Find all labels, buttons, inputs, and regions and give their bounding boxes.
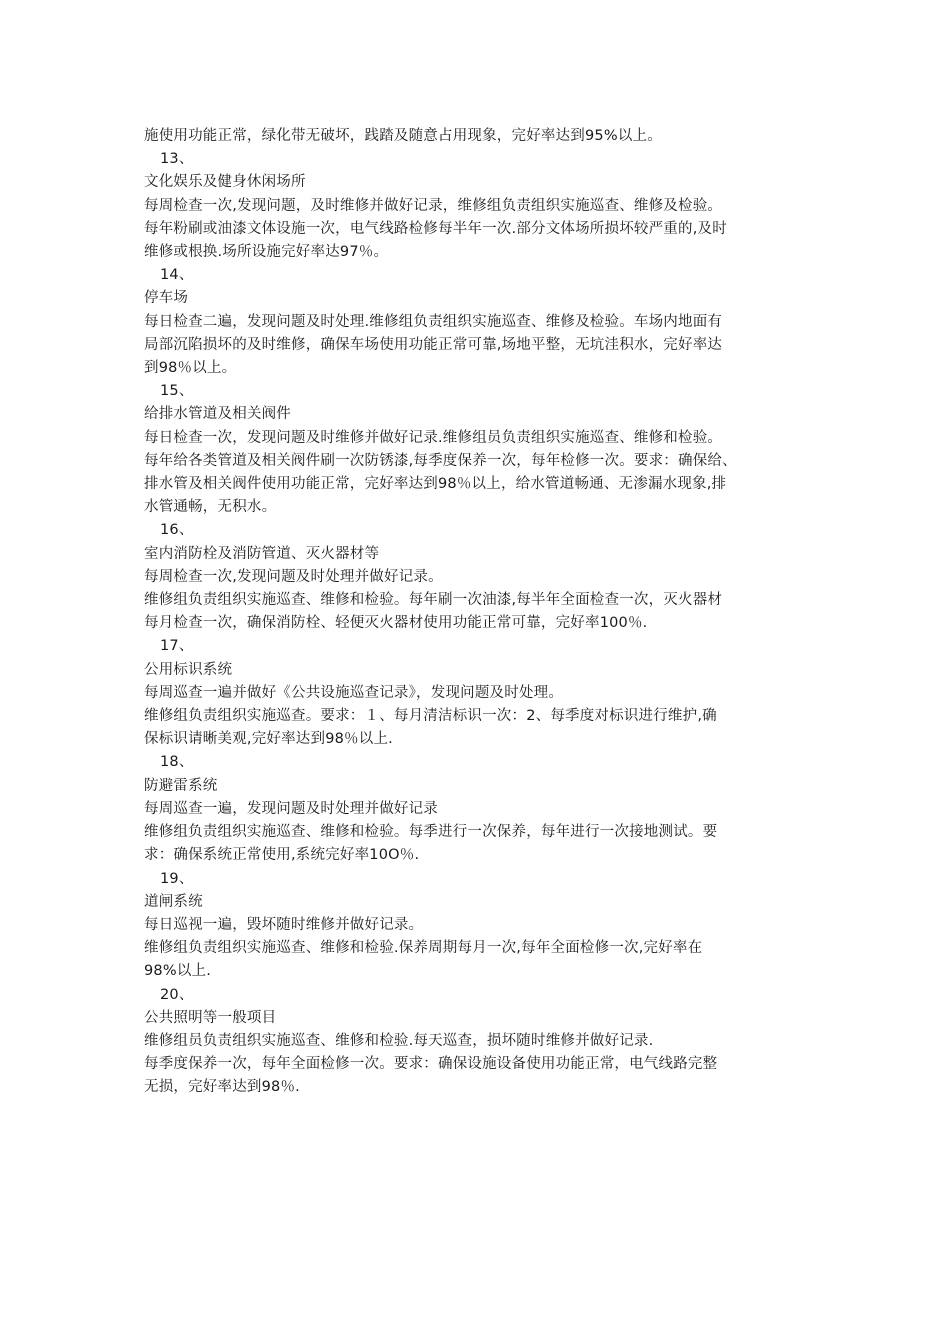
paragraph-line: 到98％以上。 <box>144 360 237 377</box>
paragraph-line: 排水管及相关阀件使用功能正常，完好率达到98％以上，给水管道畅通、无渗漏水现象,排 <box>144 476 727 493</box>
paragraph-line: 维修组负责组织实施巡查、维修和检验.保养周期每月一次,每年全面检修一次,完好率在 <box>144 940 703 957</box>
section-title: 停车场 <box>144 290 189 307</box>
section-title: 文化娱乐及健身休闲场所 <box>144 174 306 191</box>
paragraph-line: 无损，完好率达到98％. <box>144 1079 300 1096</box>
section-title: 公共照明等一般项目 <box>144 1009 277 1026</box>
paragraph-line: 维修或根换.场所设施完好率达97％。 <box>144 244 389 261</box>
section-number: 19、 <box>160 870 194 887</box>
paragraph-line: 每周巡查一遍，发现问题及时处理并做好记录 <box>144 800 438 817</box>
section-number: 16、 <box>160 522 194 539</box>
document-body <box>144 125 824 1100</box>
paragraph-line: 每日检查一次，发现问题及时维修并做好记录.维修组员负责组织实施巡查、维修和检验。 <box>144 429 723 446</box>
paragraph-line: 每日检查二遍，发现问题及时处理.维修组负责组织实施巡查、维修及检验。车场内地面有 <box>144 313 723 330</box>
paragraph-line: 每年给各类管道及相关阀件刷一次防锈漆,每季度保养一次，每年检修一次。要求：确保给、 <box>144 452 737 469</box>
section-title: 室内消防栓及消防管道、灭火器材等 <box>144 545 380 562</box>
section-number: 17、 <box>160 638 194 655</box>
paragraph-line: 每周检查一次,发现问题及时处理并做好记录。 <box>144 568 443 585</box>
paragraph-line: 每月检查一次，确保消防栓、轻便灭火器材使用功能正常可靠，完好率100％. <box>144 615 648 632</box>
paragraph-line: 水管通畅，无积水。 <box>144 499 277 516</box>
section-title: 防避雷系统 <box>144 777 218 794</box>
paragraph-line: 局部沉陷损坏的及时维修，确保车场使用功能正常可靠,场地平整，无坑洼积水，完好率达 <box>144 336 723 353</box>
paragraph-line: 每日巡视一遍，毁坏随时维修并做好记录。 <box>144 916 424 933</box>
paragraph-line: 施使用功能正常，绿化带无破坏，践踏及随意占用现象，完好率达到95%以上。 <box>144 128 662 144</box>
paragraph-line: 每季度保养一次，每年全面检修一次。要求：确保设施设备使用功能正常，电气线路完整 <box>144 1056 718 1073</box>
paragraph-line: 98%以上. <box>144 963 212 980</box>
section-title: 给排水管道及相关阀件 <box>144 406 291 423</box>
section-number: 15、 <box>160 383 194 400</box>
paragraph-line: 维修组负责组织实施巡查。要求：１、每月清洁标识一次：2、每季度对标识进行维护,确 <box>144 708 717 725</box>
section-number: 13、 <box>160 151 194 168</box>
paragraph-line: 每周巡查一遍并做好《公共设施巡查记录》，发现问题及时处理。 <box>144 684 564 701</box>
paragraph-line: 保标识请晰美观,完好率达到98％以上. <box>144 731 393 748</box>
section-title: 公用标识系统 <box>144 661 233 678</box>
section-number: 20、 <box>160 986 194 1003</box>
paragraph-line: 维修组负责组织实施巡查、维修和检验。每年刷一次油漆,每半年全面检查一次，灭火器材 <box>144 592 723 609</box>
paragraph-line: 维修组负责组织实施巡查、维修和检验。每季进行一次保养，每年进行一次接地测试。要 <box>144 824 718 841</box>
section-number: 14、 <box>160 267 194 284</box>
paragraph-line: 求：确保系统正常使用,系统完好率10O％. <box>144 847 420 864</box>
section-title: 道闸系统 <box>144 893 203 910</box>
paragraph-line: 每周检查一次,发现问题，及时维修并做好记录，维修组负责组织实施巡查、维修及检验。 <box>144 197 723 214</box>
section-number: 18、 <box>160 754 194 771</box>
paragraph-line: 维修组员负责组织实施巡查、维修和检验.每天巡查，损坏随时维修并做好记录. <box>144 1032 654 1049</box>
paragraph-line: 每年粉刷或油漆文体设施一次，电气线路检修每半年一次.部分文体场所损坏较严重的,及时 <box>144 220 727 237</box>
